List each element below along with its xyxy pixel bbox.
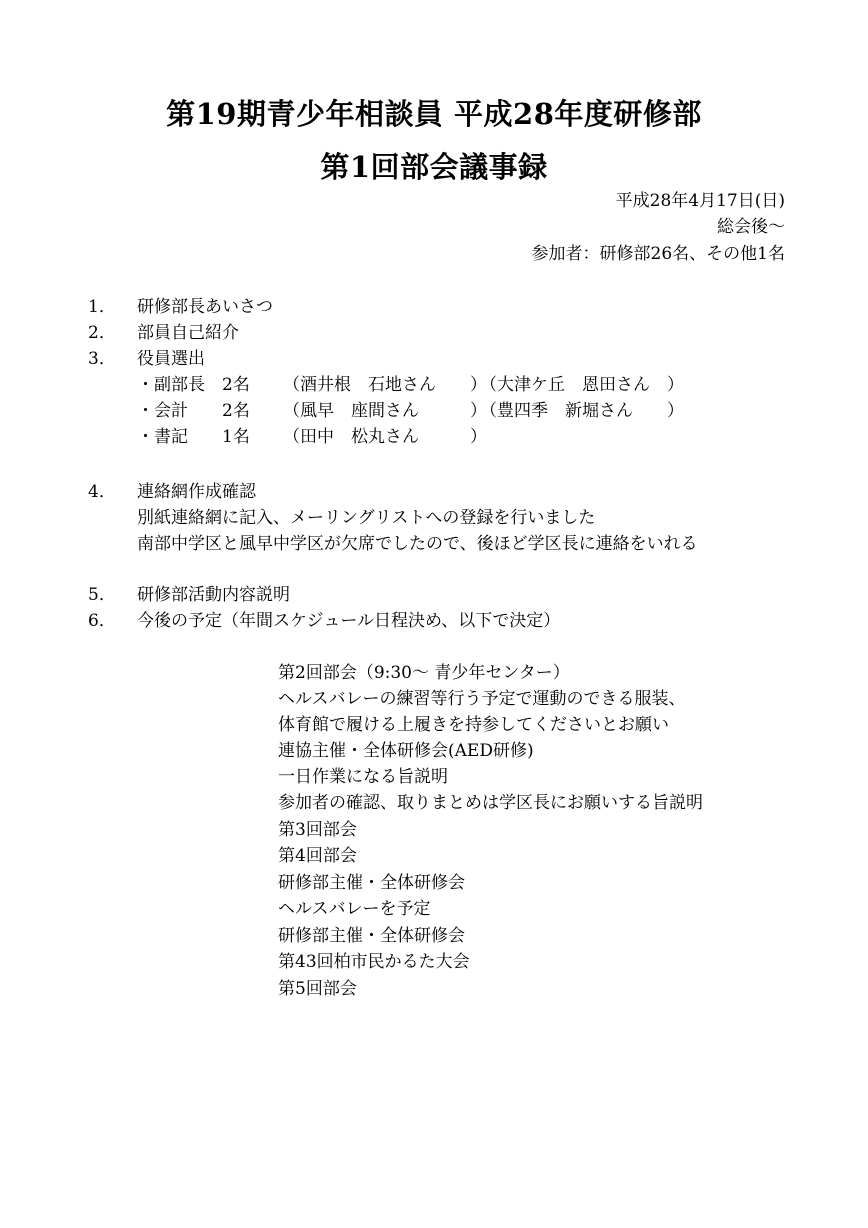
officer-role: ・会計 [137, 401, 188, 421]
item-text: 部員自己紹介 [137, 323, 239, 343]
officer-count: 1名 [222, 427, 250, 447]
schedule-detail: 第2回部会（9:30～ 青少年センター） [278, 663, 570, 683]
meeting-date: 平成28年4月17日(日) [615, 191, 785, 211]
schedule-detail: 第43回柏市民かるた大会 [278, 952, 470, 972]
item-number: 6． [88, 611, 116, 631]
item-number: 2． [88, 323, 116, 343]
item-number: 5． [88, 585, 116, 605]
item-text: 今後の予定（年間スケジュール日程決め、以下で決定） [137, 611, 561, 631]
item-number: 4． [88, 482, 116, 502]
schedule-detail: 連協主催・全体研修会(AED研修) [278, 741, 534, 761]
item-text: 研修部活動内容説明 [137, 585, 290, 605]
item-text: 役員選出 [137, 349, 205, 369]
item-number: 3． [88, 349, 116, 369]
officer-count: 2名 [222, 401, 250, 421]
item-text: 研修部長あいさつ [137, 297, 273, 317]
document-page: 第19期青少年相談員 平成28年度研修部 第1回部会議事録 平成28年4月17日(日) 総会後～ 参加者：研修部26名、その他1名 1． 研修部長あいさつ 2． 部員自己紹介 3． 役員選出 ・副部長 2名 （酒井根 石地さん ） （大津ケ丘 恩田さん ） ・会計 2名 （風早 座間さん ） （豊四季 新堀さん ） ・書記 1名 （田中 松丸さん ） 4． 連絡網作成確認 別紙連絡網に記入、メーリングリストへの登録を行いました 南部中学区と風早中学区が欠席でしたので、後ほど学区長に連絡をいれる 5． 研修部活動内容説明 6． 今後の予定（年間スケジュール日程決め、以下で決定） 第2回部会（9:30～ 青少年センター） ヘルスバレーの練習等行う予定で運動のできる服装、 体育館で履ける上履きを持参してくださいとお願い 連協主催・全体研修会(AED研修) 一日作業になる旨説明 参加者の確認、取りまとめは学区長にお願いする旨説明 第3回部会 第4回部会 研修部主催・全体研修会 ヘルスバレーを予定 研修部主催・全体研修会 第43回柏市民かるた大会 第5回部会 [0, 0, 868, 1228]
item-number: 1． [88, 297, 116, 317]
officer-names: （酒井根 石地さん ） [283, 375, 487, 395]
meeting-timing: 総会後～ [717, 217, 785, 237]
attendees: 参加者：研修部26名、その他1名 [531, 244, 785, 264]
officer-names: （大津ケ丘 恩田さん ） [480, 375, 684, 395]
officer-names: （豊四季 新堀さん ） [480, 401, 684, 421]
officer-names: （風早 座間さん ） [283, 401, 487, 421]
officer-names: （田中 松丸さん ） [283, 427, 487, 447]
schedule-detail: 第3回部会 [278, 820, 357, 840]
schedule-detail: 第5回部会 [278, 979, 357, 999]
schedule-detail: 研修部主催・全体研修会 [278, 926, 465, 946]
schedule-detail: 研修部主催・全体研修会 [278, 873, 465, 893]
officer-role: ・書記 [137, 427, 188, 447]
item-text: 連絡網作成確認 [137, 482, 256, 502]
document-subtitle: 第1回部会議事録 [320, 150, 548, 184]
officer-role: ・副部長 [137, 375, 205, 395]
document-title: 第19期青少年相談員 平成28年度研修部 [166, 97, 702, 131]
schedule-detail: 第4回部会 [278, 846, 357, 866]
officer-count: 2名 [222, 375, 250, 395]
